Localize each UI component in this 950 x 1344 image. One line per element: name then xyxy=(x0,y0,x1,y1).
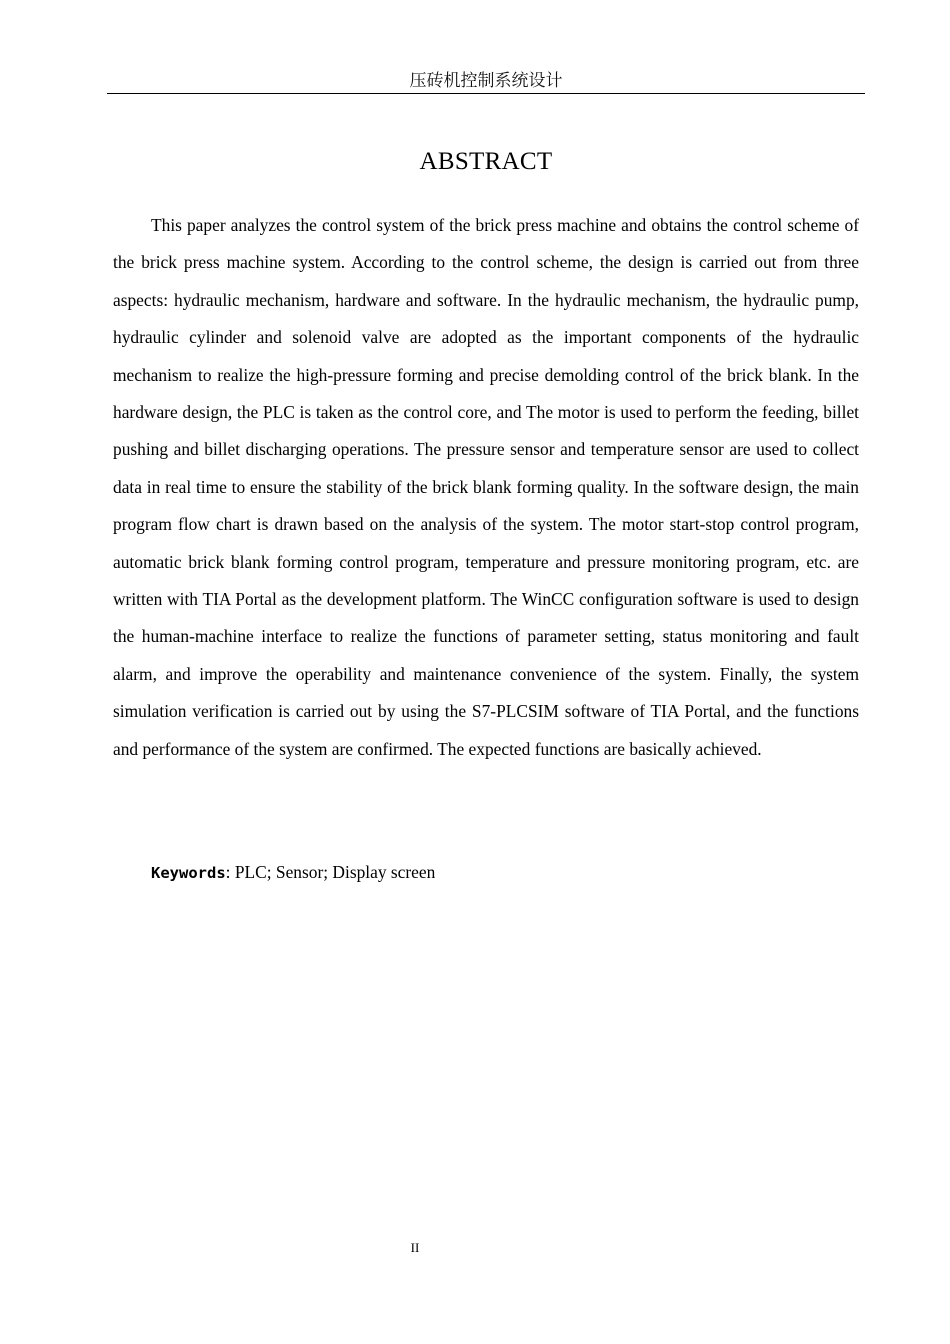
abstract-body: This paper analyzes the control system of the brick press machine and obtains the control scheme of the brick press machine system. According to the control scheme, the design is carried out from three aspects: hydraulic mechanism, hardware and software. In the hydraulic mechanism, the hydraulic pump, hydraulic cylinder and solenoid valve are adopted as the important components of the hydraulic mechanism to realize the high-pressure forming and precise demolding control of the brick blank. In the hardware design, the PLC is taken as the control core, and The motor is used to perform the feeding, billet pushing and billet discharging operations. The pressure sensor and temperature sensor are used to collect data in real time to ensure the stability of the brick blank forming quality. In the software design, the main program flow chart is drawn based on the analysis of the system. The motor start-stop control program, automatic brick blank forming control program, temperature and pressure monitoring program, etc. are written with TIA Portal as the development platform. The WinCC configuration software is used to design the human-machine interface to realize the functions of parameter setting, status monitoring and fault alarm, and improve the operability and maintenance convenience of the system. Finally, the system simulation verification is carried out by using the S7-PLCSIM software of TIA Portal, and the functions and performance of the system are confirmed. The expected functions are basically achieved. xyxy=(113,215,859,759)
running-header: 压砖机控制系统设计 xyxy=(409,71,563,91)
keywords-label: Keywords xyxy=(151,864,226,882)
keywords-line xyxy=(151,856,851,889)
abstract-title: ABSTRACT xyxy=(419,148,553,175)
keywords-value: PLC; Sensor; Display screen xyxy=(234,862,436,882)
keywords-separator: : xyxy=(225,862,235,882)
page-number: II xyxy=(410,1240,420,1255)
header-divider xyxy=(107,93,865,94)
